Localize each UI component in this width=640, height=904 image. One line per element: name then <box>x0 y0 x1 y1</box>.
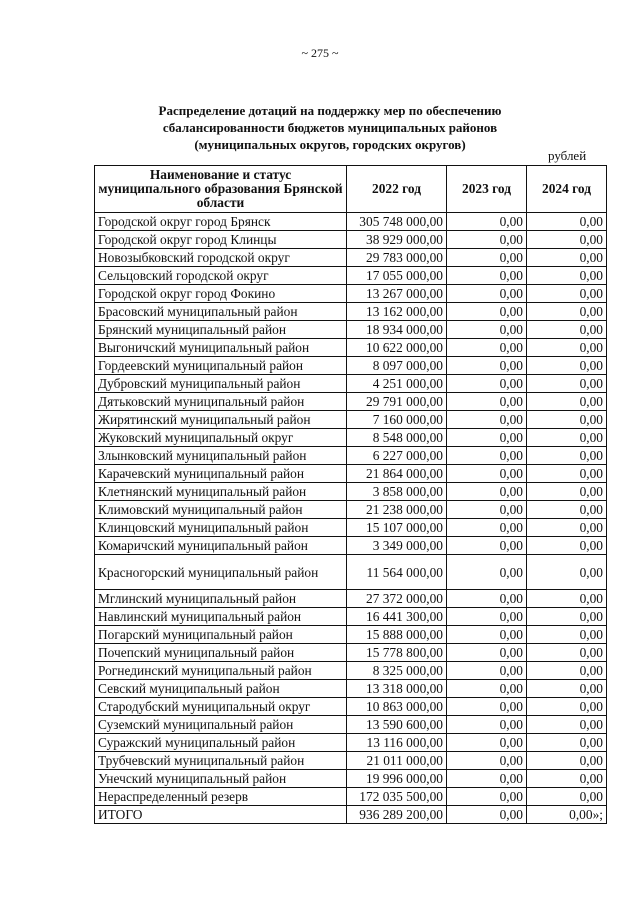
cell-2023-amount: 0,00 <box>447 483 527 501</box>
cell-2023-amount: 0,00 <box>447 285 527 303</box>
table-row <box>95 537 607 555</box>
cell-2024-amount: 0,00 <box>527 555 607 590</box>
cell-municipality-name: Жирятинский муниципальный район <box>95 411 347 429</box>
table-row <box>95 644 607 662</box>
table-row <box>95 806 607 824</box>
cell-municipality-name: Жуковский муниципальный округ <box>95 429 347 447</box>
cell-municipality-name: Клетнянский муниципальный район <box>95 483 347 501</box>
table-row <box>95 339 607 357</box>
cell-2022-amount: 8 325 000,00 <box>347 662 447 680</box>
cell-2022-amount: 13 116 000,00 <box>347 734 447 752</box>
table-row <box>95 465 607 483</box>
cell-municipality-name: Суражский муниципальный район <box>95 734 347 752</box>
cell-2024-amount: 0,00 <box>527 285 607 303</box>
cell-2023-amount: 0,00 <box>447 680 527 698</box>
cell-2022-amount: 4 251 000,00 <box>347 375 447 393</box>
cell-municipality-name: Мглинский муниципальный район <box>95 590 347 608</box>
cell-2023-amount: 0,00 <box>447 734 527 752</box>
cell-municipality-name: Сельцовский городской округ <box>95 267 347 285</box>
cell-2024-amount: 0,00 <box>527 447 607 465</box>
title-line-3: (муниципальных округов, городских округов) <box>194 137 466 152</box>
table-row <box>95 429 607 447</box>
document-title <box>100 102 560 153</box>
cell-municipality-name: Гордеевский муниципальный район <box>95 357 347 375</box>
cell-2022-amount: 3 349 000,00 <box>347 537 447 555</box>
cell-municipality-name: Рогнединский муниципальный район <box>95 662 347 680</box>
cell-2024-amount: 0,00 <box>527 231 607 249</box>
cell-2024-amount: 0,00 <box>527 590 607 608</box>
cell-2022-amount: 17 055 000,00 <box>347 267 447 285</box>
table-body <box>95 213 607 824</box>
cell-2022-amount: 21 238 000,00 <box>347 501 447 519</box>
cell-municipality-name: Клинцовский муниципальный район <box>95 519 347 537</box>
cell-municipality-name: Стародубский муниципальный округ <box>95 698 347 716</box>
table-row <box>95 734 607 752</box>
cell-2023-amount: 0,00 <box>447 375 527 393</box>
table-row <box>95 231 607 249</box>
subsidy-table <box>94 165 607 824</box>
cell-municipality-name: Климовский муниципальный район <box>95 501 347 519</box>
table-row <box>95 411 607 429</box>
cell-2024-amount: 0,00 <box>527 626 607 644</box>
cell-2023-amount: 0,00 <box>447 447 527 465</box>
cell-2023-amount: 0,00 <box>447 519 527 537</box>
cell-2023-amount: 0,00 <box>447 465 527 483</box>
cell-2023-amount: 0,00 <box>447 357 527 375</box>
table-row <box>95 285 607 303</box>
cell-2022-amount: 27 372 000,00 <box>347 590 447 608</box>
cell-2023-amount: 0,00 <box>447 770 527 788</box>
cell-2023-amount: 0,00 <box>447 788 527 806</box>
cell-municipality-name: Нераспределенный резерв <box>95 788 347 806</box>
cell-2022-amount: 15 778 800,00 <box>347 644 447 662</box>
cell-2024-amount: 0,00 <box>527 483 607 501</box>
cell-municipality-name: Погарский муниципальный район <box>95 626 347 644</box>
cell-2022-amount: 18 934 000,00 <box>347 321 447 339</box>
cell-2023-amount: 0,00 <box>447 626 527 644</box>
table-row <box>95 788 607 806</box>
cell-2024-amount: 0,00 <box>527 429 607 447</box>
cell-2022-amount: 15 888 000,00 <box>347 626 447 644</box>
table-row <box>95 375 607 393</box>
cell-municipality-name: Унечский муниципальный район <box>95 770 347 788</box>
table-row <box>95 770 607 788</box>
cell-municipality-name: Трубчевский муниципальный район <box>95 752 347 770</box>
table-row <box>95 357 607 375</box>
cell-2022-amount: 16 441 300,00 <box>347 608 447 626</box>
currency-unit-label: рублей <box>548 148 587 163</box>
cell-2024-amount: 0,00 <box>527 213 607 231</box>
cell-2024-amount: 0,00»; <box>527 806 607 824</box>
cell-2024-amount: 0,00 <box>527 267 607 285</box>
cell-municipality-name: Дятьковский муниципальный район <box>95 393 347 411</box>
cell-2023-amount: 0,00 <box>447 590 527 608</box>
table-row <box>95 501 607 519</box>
table-row <box>95 267 607 285</box>
table-row <box>95 662 607 680</box>
cell-2023-amount: 0,00 <box>447 716 527 734</box>
cell-municipality-name: Почепский муниципальный район <box>95 644 347 662</box>
cell-2022-amount: 8 097 000,00 <box>347 357 447 375</box>
cell-2022-amount: 11 564 000,00 <box>347 555 447 590</box>
cell-municipality-name: Новозыбковский городской округ <box>95 249 347 267</box>
cell-2022-amount: 3 858 000,00 <box>347 483 447 501</box>
cell-municipality-name: Красногорский муниципальный район <box>95 555 347 590</box>
title-line-1: Распределение дотаций на поддержку мер по обеспечению <box>158 103 502 118</box>
cell-2024-amount: 0,00 <box>527 537 607 555</box>
cell-municipality-name: Брянский муниципальный район <box>95 321 347 339</box>
cell-2022-amount: 6 227 000,00 <box>347 447 447 465</box>
cell-2023-amount: 0,00 <box>447 267 527 285</box>
cell-2022-amount: 29 791 000,00 <box>347 393 447 411</box>
cell-2024-amount: 0,00 <box>527 644 607 662</box>
cell-2023-amount: 0,00 <box>447 393 527 411</box>
cell-2022-amount: 15 107 000,00 <box>347 519 447 537</box>
cell-2023-amount: 0,00 <box>447 321 527 339</box>
cell-municipality-name: Суземский муниципальный район <box>95 716 347 734</box>
table-row <box>95 698 607 716</box>
cell-2023-amount: 0,00 <box>447 429 527 447</box>
cell-2024-amount: 0,00 <box>527 249 607 267</box>
cell-2024-amount: 0,00 <box>527 716 607 734</box>
table-row <box>95 303 607 321</box>
cell-2023-amount: 0,00 <box>447 537 527 555</box>
cell-2022-amount: 13 162 000,00 <box>347 303 447 321</box>
cell-2023-amount: 0,00 <box>447 339 527 357</box>
cell-2023-amount: 0,00 <box>447 231 527 249</box>
cell-2024-amount: 0,00 <box>527 375 607 393</box>
header-2024: 2024 год <box>527 166 607 213</box>
cell-2023-amount: 0,00 <box>447 608 527 626</box>
cell-municipality-name: Дубровский муниципальный район <box>95 375 347 393</box>
cell-2024-amount: 0,00 <box>527 662 607 680</box>
cell-2022-amount: 13 590 600,00 <box>347 716 447 734</box>
cell-2022-amount: 29 783 000,00 <box>347 249 447 267</box>
cell-2023-amount: 0,00 <box>447 555 527 590</box>
cell-2024-amount: 0,00 <box>527 519 607 537</box>
cell-2023-amount: 0,00 <box>447 752 527 770</box>
cell-2022-amount: 21 011 000,00 <box>347 752 447 770</box>
cell-2024-amount: 0,00 <box>527 303 607 321</box>
cell-municipality-name: Комаричский муниципальный район <box>95 537 347 555</box>
cell-municipality-name: Городской округ город Брянск <box>95 213 347 231</box>
cell-2023-amount: 0,00 <box>447 411 527 429</box>
cell-2024-amount: 0,00 <box>527 680 607 698</box>
table-row <box>95 447 607 465</box>
table-header-row <box>95 166 607 213</box>
cell-2022-amount: 7 160 000,00 <box>347 411 447 429</box>
cell-municipality-name: Севский муниципальный район <box>95 680 347 698</box>
cell-2023-amount: 0,00 <box>447 213 527 231</box>
cell-2023-amount: 0,00 <box>447 698 527 716</box>
cell-2024-amount: 0,00 <box>527 770 607 788</box>
cell-municipality-name: Выгоничский муниципальный район <box>95 339 347 357</box>
cell-2022-amount: 13 318 000,00 <box>347 680 447 698</box>
table-row <box>95 483 607 501</box>
cell-municipality-name: Навлинский муниципальный район <box>95 608 347 626</box>
cell-2023-amount: 0,00 <box>447 249 527 267</box>
table-row <box>95 321 607 339</box>
table-row <box>95 752 607 770</box>
cell-2022-amount: 172 035 500,00 <box>347 788 447 806</box>
table-row <box>95 393 607 411</box>
cell-2022-amount: 21 864 000,00 <box>347 465 447 483</box>
cell-2022-amount: 8 548 000,00 <box>347 429 447 447</box>
cell-2022-amount: 10 622 000,00 <box>347 339 447 357</box>
cell-2022-amount: 936 289 200,00 <box>347 806 447 824</box>
cell-2024-amount: 0,00 <box>527 752 607 770</box>
cell-2023-amount: 0,00 <box>447 501 527 519</box>
cell-2022-amount: 13 267 000,00 <box>347 285 447 303</box>
cell-2024-amount: 0,00 <box>527 501 607 519</box>
cell-2024-amount: 0,00 <box>527 393 607 411</box>
table-row <box>95 555 607 590</box>
page-number: ~ 275 ~ <box>301 46 339 60</box>
cell-2024-amount: 0,00 <box>527 698 607 716</box>
table-row <box>95 213 607 231</box>
cell-municipality-name: Злынковский муниципальный район <box>95 447 347 465</box>
cell-municipality-name: Городской округ город Клинцы <box>95 231 347 249</box>
cell-2023-amount: 0,00 <box>447 303 527 321</box>
title-line-2: сбалансированности бюджетов муниципальных районов <box>162 120 498 135</box>
table-row <box>95 249 607 267</box>
cell-2023-amount: 0,00 <box>447 662 527 680</box>
table-row <box>95 716 607 734</box>
cell-2022-amount: 305 748 000,00 <box>347 213 447 231</box>
cell-municipality-name: Городской округ город Фокино <box>95 285 347 303</box>
cell-2024-amount: 0,00 <box>527 734 607 752</box>
cell-2023-amount: 0,00 <box>447 806 527 824</box>
header-municipality: Наименование и статус муниципального образования Брянской области <box>95 166 347 213</box>
table-row <box>95 626 607 644</box>
cell-2023-amount: 0,00 <box>447 644 527 662</box>
header-2023: 2023 год <box>447 166 527 213</box>
table-row <box>95 590 607 608</box>
cell-municipality-name: Брасовский муниципальный район <box>95 303 347 321</box>
table-row <box>95 519 607 537</box>
cell-2024-amount: 0,00 <box>527 788 607 806</box>
cell-2022-amount: 38 929 000,00 <box>347 231 447 249</box>
cell-municipality-name: Карачевский муниципальный район <box>95 465 347 483</box>
cell-2024-amount: 0,00 <box>527 608 607 626</box>
cell-2024-amount: 0,00 <box>527 339 607 357</box>
table-row <box>95 608 607 626</box>
cell-2024-amount: 0,00 <box>527 357 607 375</box>
table-row <box>95 680 607 698</box>
header-2022: 2022 год <box>347 166 447 213</box>
cell-municipality-name: ИТОГО <box>95 806 347 824</box>
cell-2022-amount: 19 996 000,00 <box>347 770 447 788</box>
cell-2024-amount: 0,00 <box>527 465 607 483</box>
cell-2022-amount: 10 863 000,00 <box>347 698 447 716</box>
cell-2024-amount: 0,00 <box>527 321 607 339</box>
cell-2024-amount: 0,00 <box>527 411 607 429</box>
